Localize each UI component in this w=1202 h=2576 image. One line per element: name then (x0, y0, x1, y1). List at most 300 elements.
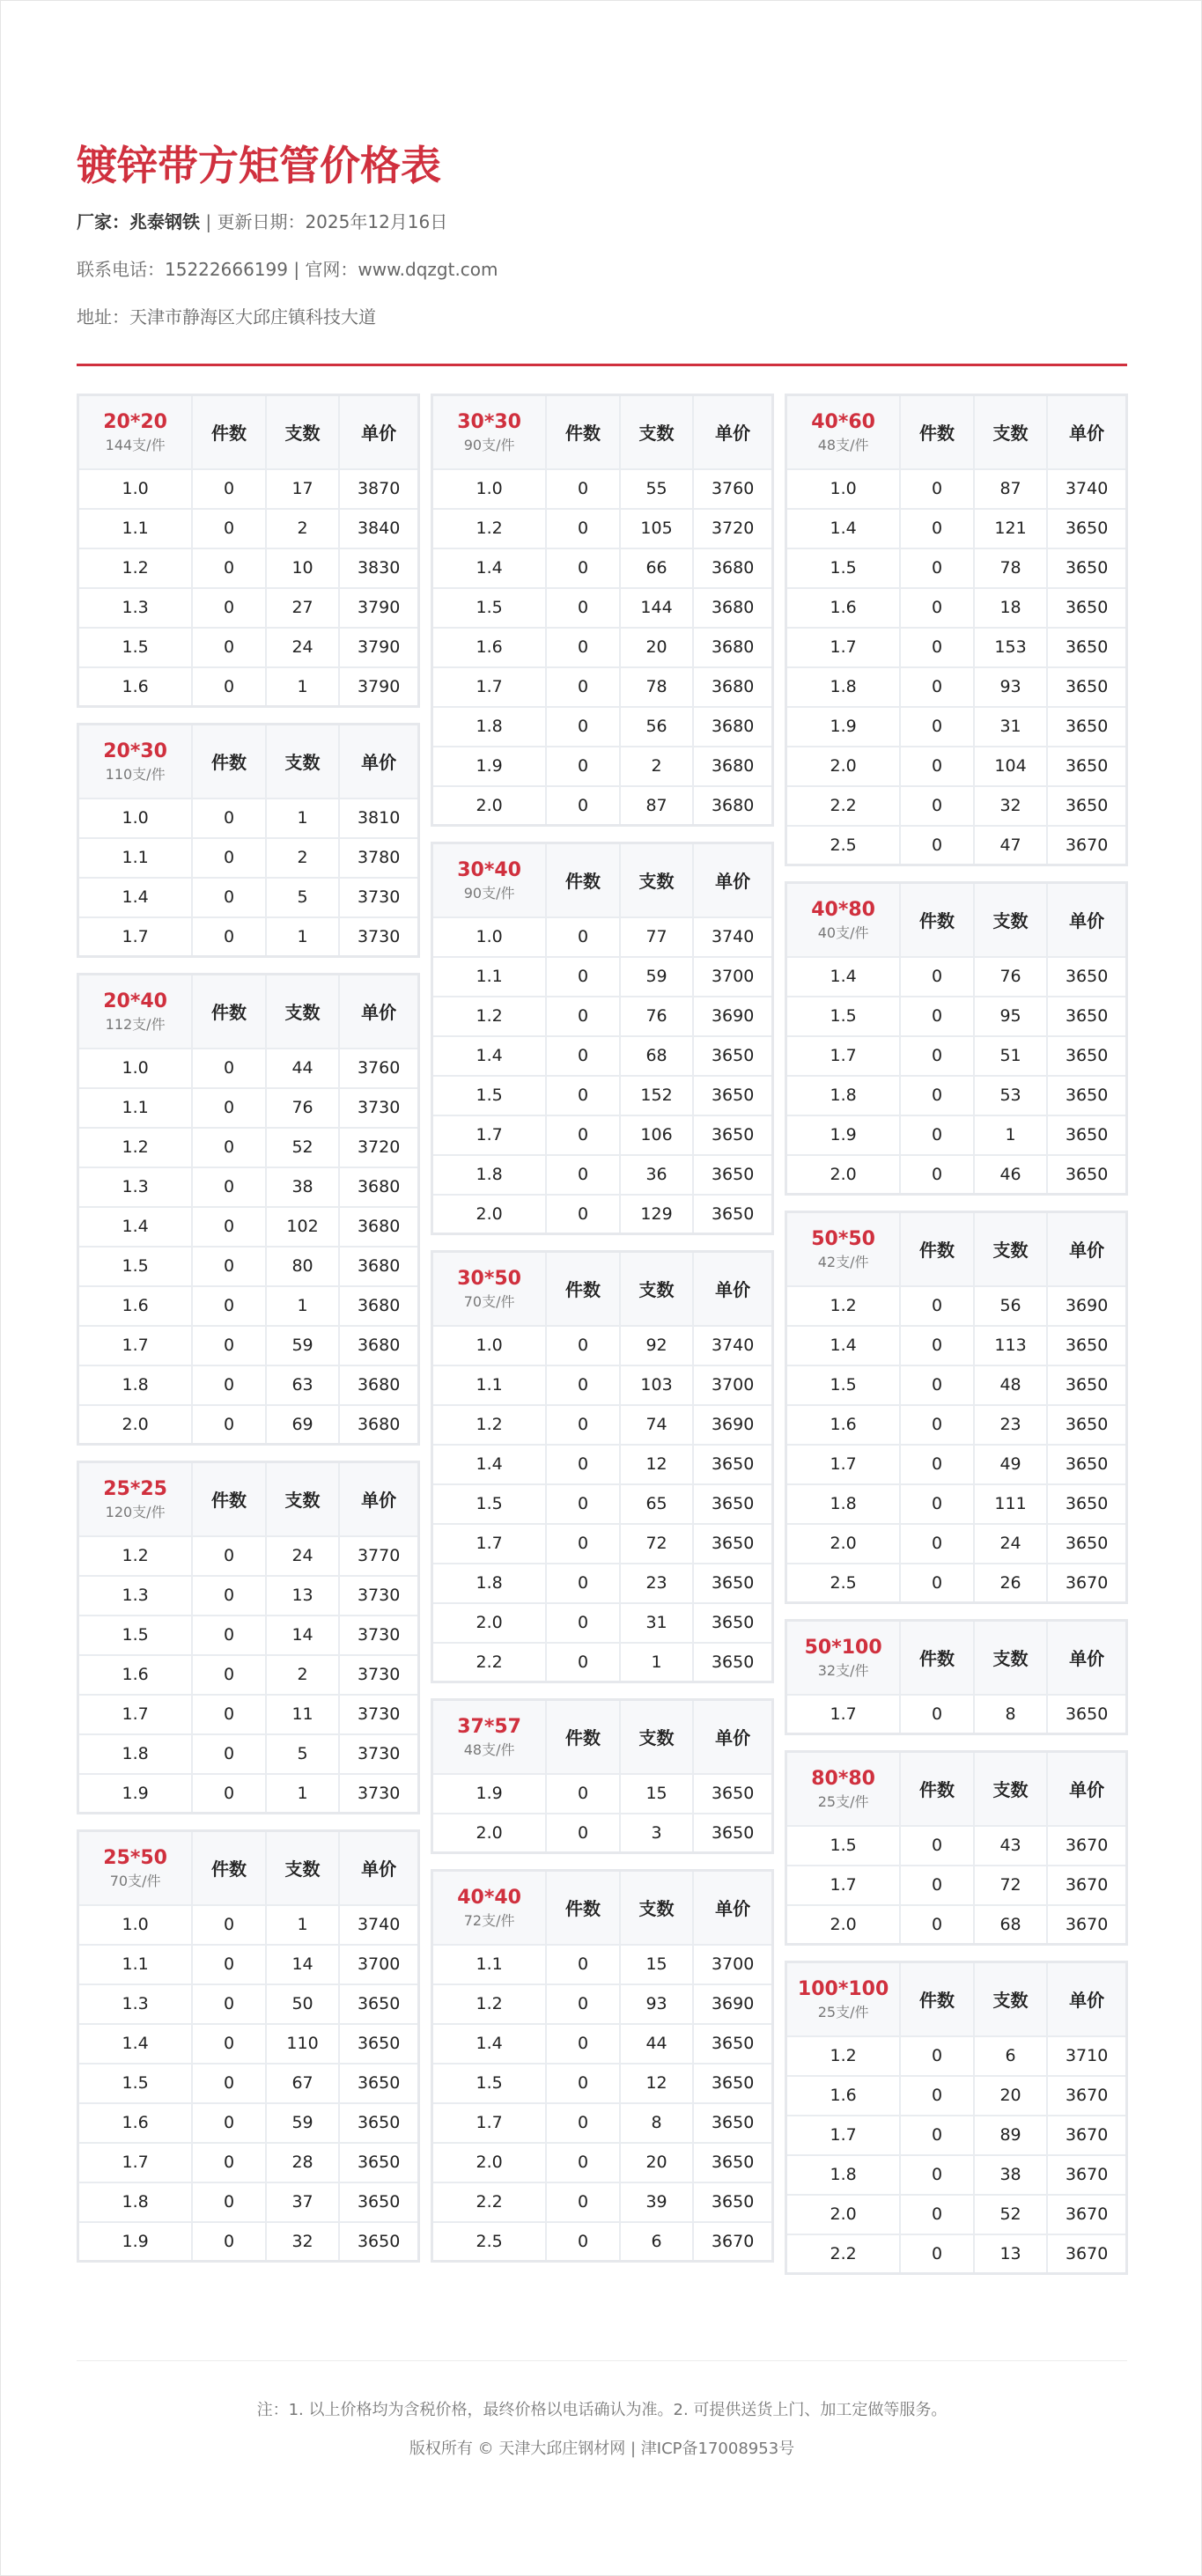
price-cell: 3650 (693, 2182, 772, 2222)
price-cell: 3700 (693, 1945, 772, 1984)
price-cell: 3840 (339, 509, 418, 548)
count-cell: 31 (620, 1603, 694, 1643)
thickness-cell: 2.0 (786, 1155, 901, 1195)
table-row (786, 1326, 1127, 1365)
price-cell: 3760 (339, 1049, 418, 1088)
table-row (786, 1866, 1127, 1905)
thickness-cell: 2.2 (786, 2234, 901, 2274)
pieces-cell: 0 (546, 667, 620, 707)
price-cell: 3730 (339, 917, 418, 957)
count-cell: 95 (974, 997, 1048, 1036)
thickness-cell: 1.8 (786, 1076, 901, 1115)
price-header: 单价 (339, 1462, 418, 1536)
count-header: 支数 (266, 975, 340, 1049)
table-row (786, 1695, 1127, 1734)
pieces-header: 件数 (900, 1962, 974, 2036)
price-cell: 3650 (1047, 1076, 1126, 1115)
count-cell: 11 (266, 1695, 340, 1734)
table-row (786, 1564, 1127, 1603)
table-row (432, 2222, 773, 2262)
spec-header-row (786, 1212, 1127, 1286)
count-header: 支数 (266, 1831, 340, 1905)
table-row (78, 1207, 419, 1247)
spec-title-cell (78, 725, 193, 799)
thickness-cell: 1.8 (78, 2182, 193, 2222)
table-row (786, 707, 1127, 747)
count-cell: 105 (620, 509, 694, 548)
price-cell: 3740 (693, 917, 772, 957)
pieces-cell: 0 (192, 667, 266, 707)
count-cell: 18 (974, 588, 1048, 628)
pieces-cell: 0 (192, 588, 266, 628)
pieces-cell: 0 (900, 2036, 974, 2076)
price-cell: 3650 (693, 1603, 772, 1643)
price-cell: 3650 (1047, 786, 1126, 826)
pieces-cell: 0 (900, 2116, 974, 2155)
price-cell: 3680 (339, 1286, 418, 1326)
price-cell: 3650 (1047, 588, 1126, 628)
thickness-cell: 2.0 (432, 1195, 547, 1234)
thickness-cell: 1.9 (78, 1774, 193, 1814)
count-cell: 47 (974, 826, 1048, 865)
pieces-header: 件数 (192, 1831, 266, 1905)
count-cell: 87 (974, 469, 1048, 509)
pieces-cell: 0 (192, 1655, 266, 1695)
price-cell: 3650 (1047, 1484, 1126, 1524)
price-cell: 3680 (693, 548, 772, 588)
thickness-cell: 1.7 (786, 1866, 901, 1905)
thickness-cell: 1.4 (786, 509, 901, 548)
spec-per-bundle: 90支/件 (463, 436, 515, 453)
thickness-cell: 1.5 (78, 1616, 193, 1655)
spec-table (785, 1961, 1128, 2275)
pieces-cell: 0 (900, 1564, 974, 1603)
thickness-cell: 1.1 (78, 1088, 193, 1128)
thickness-cell: 1.8 (432, 1564, 547, 1603)
count-cell: 89 (974, 2116, 1048, 2155)
price-cell: 3740 (693, 1326, 772, 1365)
pieces-cell: 0 (192, 1049, 266, 1088)
spec-header-row (786, 395, 1127, 469)
price-cell: 3670 (1047, 2234, 1126, 2274)
thickness-cell: 1.6 (786, 2076, 901, 2116)
pieces-cell: 0 (192, 2103, 266, 2143)
spec-title-cell (78, 1831, 193, 1905)
table-row (432, 628, 773, 667)
price-cell: 3650 (339, 2103, 418, 2143)
table-row (786, 2155, 1127, 2195)
thickness-cell: 2.5 (432, 2222, 547, 2262)
table-row (432, 707, 773, 747)
count-cell: 76 (620, 997, 694, 1036)
spec-size: 40*60 (811, 410, 875, 433)
price-cell: 3670 (1047, 2195, 1126, 2234)
thickness-cell: 1.5 (78, 1247, 193, 1286)
pieces-cell: 0 (546, 1445, 620, 1484)
price-cell: 3730 (339, 1655, 418, 1695)
count-cell: 13 (974, 2234, 1048, 2274)
spec-size: 30*40 (457, 858, 521, 881)
spec-table (431, 394, 774, 827)
price-cell: 3830 (339, 548, 418, 588)
spec-per-bundle: 32支/件 (817, 1661, 869, 1679)
pieces-cell: 0 (900, 548, 974, 588)
thickness-cell: 1.9 (432, 1774, 547, 1814)
count-cell: 12 (620, 1445, 694, 1484)
spec-table (431, 842, 774, 1235)
pieces-cell: 0 (192, 917, 266, 957)
price-header: 单价 (1047, 395, 1126, 469)
spec-per-bundle: 48支/件 (463, 1741, 515, 1758)
price-header: 单价 (339, 395, 418, 469)
price-cell: 3870 (339, 469, 418, 509)
thickness-cell: 1.4 (432, 1445, 547, 1484)
price-cell: 3650 (1047, 957, 1126, 997)
price-cell: 3650 (693, 1445, 772, 1484)
pieces-cell: 0 (192, 2222, 266, 2262)
price-cell: 3670 (1047, 2076, 1126, 2116)
price-header: 单价 (1047, 1962, 1126, 2036)
table-row (78, 1945, 419, 1984)
count-cell: 8 (974, 1695, 1048, 1734)
pieces-cell: 0 (900, 1365, 974, 1405)
pieces-cell: 0 (192, 799, 266, 838)
price-header: 单价 (1047, 1212, 1126, 1286)
spec-header-row (432, 395, 773, 469)
footer-divider (77, 2360, 1127, 2361)
pieces-cell: 0 (900, 1484, 974, 1524)
count-cell: 1 (266, 1774, 340, 1814)
price-header: 单价 (693, 1700, 772, 1774)
count-cell: 2 (266, 509, 340, 548)
count-cell: 74 (620, 1405, 694, 1445)
table-row (432, 1484, 773, 1524)
thickness-cell: 1.4 (78, 2024, 193, 2064)
spec-title-cell (432, 1700, 547, 1774)
count-cell: 15 (620, 1945, 694, 1984)
thickness-cell: 1.7 (78, 1695, 193, 1734)
thickness-cell: 1.7 (786, 1695, 901, 1734)
price-cell: 3650 (1047, 548, 1126, 588)
table-row (78, 1734, 419, 1774)
price-cell: 3650 (693, 1155, 772, 1195)
table-row (786, 1484, 1127, 1524)
pieces-cell: 0 (546, 1155, 620, 1195)
count-header: 支数 (620, 843, 694, 917)
count-cell: 39 (620, 2182, 694, 2222)
spec-size: 50*100 (804, 1636, 882, 1659)
count-cell: 5 (266, 1734, 340, 1774)
count-cell: 106 (620, 1115, 694, 1155)
price-cell: 3650 (1047, 1115, 1126, 1155)
thickness-cell: 1.9 (786, 707, 901, 747)
thickness-cell: 1.8 (78, 1734, 193, 1774)
spec-table (785, 1750, 1128, 1946)
thickness-cell: 2.0 (786, 1524, 901, 1564)
price-cell: 3650 (1047, 509, 1126, 548)
pieces-cell: 0 (192, 1247, 266, 1286)
spec-per-bundle: 70支/件 (109, 1872, 161, 1889)
price-cell: 3650 (1047, 707, 1126, 747)
price-cell: 3670 (1047, 1826, 1126, 1866)
page-title: 镀锌带方矩管价格表 (77, 142, 441, 189)
price-cell: 3650 (693, 1774, 772, 1814)
price-cell: 3650 (1047, 1524, 1126, 1564)
pieces-cell: 0 (192, 628, 266, 667)
pieces-header: 件数 (192, 975, 266, 1049)
table-row (78, 1536, 419, 1576)
table-row (432, 1643, 773, 1682)
thickness-cell: 1.0 (432, 1326, 547, 1365)
thickness-cell: 1.6 (78, 667, 193, 707)
spec-size: 20*20 (103, 410, 167, 433)
pieces-cell: 0 (192, 1576, 266, 1616)
price-cell: 3650 (693, 1643, 772, 1682)
pieces-cell: 0 (546, 1115, 620, 1155)
pieces-cell: 0 (546, 1036, 620, 1076)
price-cell: 3650 (339, 2182, 418, 2222)
pieces-cell: 0 (900, 1866, 974, 1905)
spec-table (431, 1869, 774, 2263)
count-cell: 20 (620, 628, 694, 667)
table-row (432, 1603, 773, 1643)
thickness-cell: 1.0 (78, 1905, 193, 1945)
price-cell: 3680 (693, 786, 772, 826)
table-row (78, 2024, 419, 2064)
pieces-cell: 0 (900, 826, 974, 865)
table-row (786, 747, 1127, 786)
count-cell: 104 (974, 747, 1048, 786)
thickness-cell: 1.5 (786, 548, 901, 588)
table-row (432, 1365, 773, 1405)
count-cell: 10 (266, 548, 340, 588)
price-cell: 3650 (1047, 1405, 1126, 1445)
table-row (432, 1036, 773, 1076)
table-row (78, 1616, 419, 1655)
spec-title-cell (432, 843, 547, 917)
thickness-cell: 1.4 (786, 1326, 901, 1365)
count-cell: 50 (266, 1984, 340, 2024)
pieces-header: 件数 (900, 1621, 974, 1695)
table-row (78, 1247, 419, 1286)
table-row (786, 1286, 1127, 1326)
pieces-cell: 0 (192, 1207, 266, 1247)
count-cell: 28 (266, 2143, 340, 2182)
pieces-header: 件数 (546, 1700, 620, 1774)
thickness-cell: 2.2 (432, 2182, 547, 2222)
pieces-cell: 0 (900, 1115, 974, 1155)
table-row (432, 747, 773, 786)
count-cell: 67 (266, 2064, 340, 2103)
count-cell: 44 (266, 1049, 340, 1088)
spec-table (431, 1698, 774, 1854)
count-cell: 17 (266, 469, 340, 509)
table-row (786, 1155, 1127, 1195)
pieces-cell: 0 (192, 2182, 266, 2222)
count-header: 支数 (620, 1871, 694, 1945)
pieces-cell: 0 (192, 1167, 266, 1207)
spec-title-cell (432, 395, 547, 469)
price-cell: 3650 (1047, 1155, 1126, 1195)
spec-header-row (786, 1621, 1127, 1695)
price-cell: 3680 (693, 628, 772, 667)
pieces-cell: 0 (546, 1564, 620, 1603)
price-cell: 3650 (1047, 997, 1126, 1036)
thickness-cell: 2.0 (786, 747, 901, 786)
price-cell: 3730 (339, 1734, 418, 1774)
pieces-cell: 0 (192, 1405, 266, 1445)
price-cell: 3670 (1047, 2155, 1126, 2195)
spec-size: 50*50 (811, 1227, 875, 1250)
price-cell: 3780 (339, 838, 418, 878)
spec-header-row (78, 1462, 419, 1536)
spec-title-cell (432, 1252, 547, 1326)
thickness-cell: 1.6 (786, 1405, 901, 1445)
thickness-cell: 1.5 (78, 628, 193, 667)
price-cell: 3770 (339, 1536, 418, 1576)
spec-title-cell (786, 395, 901, 469)
price-header: 单价 (1047, 1621, 1126, 1695)
thickness-cell: 1.6 (786, 588, 901, 628)
address-line: 地址：天津市静海区大邱庄镇科技大道 (77, 306, 376, 328)
table-row (786, 469, 1127, 509)
thickness-cell: 1.2 (432, 1405, 547, 1445)
pieces-cell: 0 (900, 1286, 974, 1326)
table-row (786, 786, 1127, 826)
table-row (78, 1905, 419, 1945)
pieces-cell: 0 (546, 548, 620, 588)
table-row (78, 917, 419, 957)
price-cell: 3790 (339, 588, 418, 628)
count-cell: 56 (974, 1286, 1048, 1326)
count-cell: 1 (266, 1286, 340, 1326)
price-cell: 3650 (693, 2103, 772, 2143)
thickness-cell: 2.5 (786, 826, 901, 865)
count-cell: 2 (266, 1655, 340, 1695)
count-header: 支数 (974, 1962, 1048, 2036)
spec-header-row (78, 1831, 419, 1905)
price-cell: 3690 (1047, 1286, 1126, 1326)
table-row (78, 2222, 419, 2262)
price-cell: 3680 (693, 747, 772, 786)
pieces-cell: 0 (900, 1405, 974, 1445)
table-row (78, 2103, 419, 2143)
pieces-cell: 0 (900, 997, 974, 1036)
price-cell: 3670 (1047, 1905, 1126, 1945)
table-row (432, 667, 773, 707)
thickness-cell: 1.9 (786, 1115, 901, 1155)
count-cell: 23 (974, 1405, 1048, 1445)
thickness-cell: 1.5 (432, 1484, 547, 1524)
spec-table (77, 973, 420, 1446)
price-cell: 3690 (693, 1405, 772, 1445)
count-cell: 44 (620, 2024, 694, 2064)
price-header: 单价 (693, 395, 772, 469)
spec-per-bundle: 110支/件 (105, 765, 166, 783)
price-cell: 3730 (339, 1616, 418, 1655)
spec-size: 20*40 (103, 990, 167, 1012)
spec-table (785, 1619, 1128, 1735)
table-row (432, 588, 773, 628)
count-header: 支数 (266, 1462, 340, 1536)
thickness-cell: 2.2 (786, 786, 901, 826)
count-cell: 20 (620, 2143, 694, 2182)
pieces-cell: 0 (546, 628, 620, 667)
pieces-cell: 0 (900, 2076, 974, 2116)
spec-header-row (786, 1752, 1127, 1826)
thickness-cell: 1.4 (432, 1036, 547, 1076)
price-header: 单价 (1047, 883, 1126, 957)
pieces-cell: 0 (546, 1076, 620, 1115)
pieces-cell: 0 (900, 2155, 974, 2195)
price-cell: 3690 (693, 1984, 772, 2024)
thickness-cell: 1.2 (786, 2036, 901, 2076)
table-row (432, 548, 773, 588)
pieces-cell: 0 (546, 1326, 620, 1365)
pieces-cell: 0 (900, 2195, 974, 2234)
table-row (432, 469, 773, 509)
thickness-cell: 1.7 (78, 1326, 193, 1365)
spec-size: 20*30 (103, 740, 167, 762)
spec-per-bundle: 112支/件 (105, 1015, 166, 1033)
pieces-cell: 0 (546, 2103, 620, 2143)
price-cell: 3650 (693, 1076, 772, 1115)
table-row (78, 1167, 419, 1207)
price-cell: 3790 (339, 667, 418, 707)
spec-title-cell (786, 883, 901, 957)
table-row (78, 1286, 419, 1326)
count-cell: 46 (974, 1155, 1048, 1195)
pieces-cell: 0 (546, 786, 620, 826)
pieces-cell: 0 (900, 1445, 974, 1484)
pieces-cell: 0 (900, 1036, 974, 1076)
pieces-cell: 0 (546, 1405, 620, 1445)
count-cell: 27 (266, 588, 340, 628)
pieces-cell: 0 (546, 1643, 620, 1682)
price-cell: 3680 (339, 1405, 418, 1445)
table-row (432, 1524, 773, 1564)
count-cell: 49 (974, 1445, 1048, 1484)
count-cell: 1 (266, 917, 340, 957)
thickness-cell: 1.0 (78, 1049, 193, 1088)
pieces-cell: 0 (546, 997, 620, 1036)
thickness-cell: 1.7 (432, 1115, 547, 1155)
pieces-cell: 0 (192, 509, 266, 548)
pieces-cell: 0 (900, 1076, 974, 1115)
table-row (786, 1036, 1127, 1076)
price-header: 单价 (693, 1871, 772, 1945)
table-row (786, 1076, 1127, 1115)
count-cell: 103 (620, 1365, 694, 1405)
spec-title-cell (78, 1462, 193, 1536)
pieces-cell: 0 (546, 1774, 620, 1814)
pieces-cell: 0 (192, 1774, 266, 1814)
thickness-cell: 1.5 (432, 588, 547, 628)
price-cell: 3650 (1047, 667, 1126, 707)
price-header: 单价 (693, 1252, 772, 1326)
pieces-cell: 0 (546, 2222, 620, 2262)
count-cell: 32 (266, 2222, 340, 2262)
spec-header-row (432, 1700, 773, 1774)
count-cell: 12 (620, 2064, 694, 2103)
spec-per-bundle: 120支/件 (105, 1503, 166, 1520)
price-cell: 3650 (339, 2064, 418, 2103)
count-cell: 93 (620, 1984, 694, 2024)
spec-size: 40*80 (811, 898, 875, 921)
pieces-cell: 0 (546, 1945, 620, 1984)
thickness-cell: 1.7 (786, 628, 901, 667)
pieces-cell: 0 (546, 707, 620, 747)
